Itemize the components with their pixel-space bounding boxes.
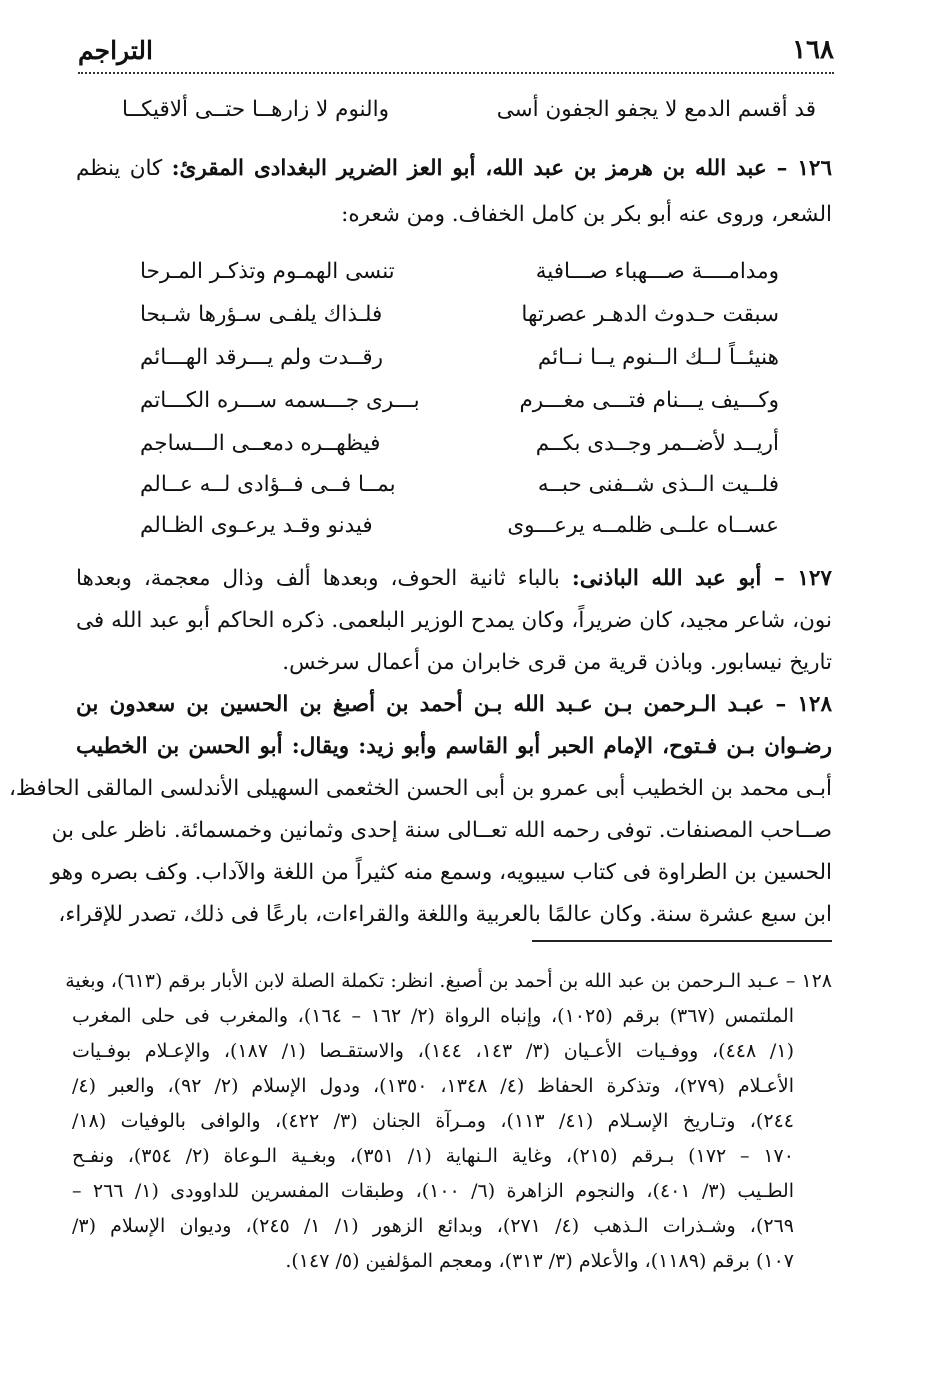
running-header (78, 28, 834, 74)
entry-126-line-1: ١٢٦ – عبد الله بن هرمز بن عبد الله، أبو العز الضرير البغدادى المقرئ: كان ينظم (76, 156, 832, 181)
entry-128-line-2: رضـوان بـن فـتوح، الإمام الحبر أبو القاسم وأبو زيد: ويقال: أبو الحسن بن الخطيب (76, 734, 832, 759)
verse-couplet-1 (120, 252, 834, 292)
footnote-divider (532, 940, 832, 942)
verse-couplet-2 (120, 295, 834, 335)
verse-couplet-3 (120, 338, 834, 378)
entry-128-line-3: أبـى محمد بن الخطيب أبى عمرو بن أبى الحسن الخثعمى السهيلى الأندلسى المالقى الحافظ، (8, 776, 832, 801)
verse-hemistich-first: فلــيت الــذى شــفنى حبــه (537, 472, 779, 497)
entry-text: بالباء ثانية الحوف، وبعدها ألف وذال معجمة، وبعدها (76, 566, 560, 591)
entry-128-line-5: الحسين بن الطراوة فى كتاب سيبويه، وسمع منه كثيراً من اللغة والآداب. وكف بصره وهو (50, 860, 832, 885)
entry-number: ١٢٧ (797, 566, 832, 591)
page-number: ١٦٨ (792, 35, 834, 65)
verse-hemistich-first: ومدامــــة صـــهباء صـــافية (535, 259, 779, 284)
verse-hemistich-second: فيظهــره دمعــى الـــساجم (140, 431, 381, 456)
footnote-line-9: ١٠٧) برقم (١١٨٩)، والأعلام (٣/ ٣١٣)، ومعجم المؤلفين (٥/ ١٤٧). (285, 1250, 794, 1272)
entry-name: عبـد الـرحمن بـن عـبد الله بـن أحمد بن أصبغ بن الحسين بن سعدون بن (76, 692, 765, 717)
verse-hemistich-first: وكـــيف يـــنام فتـــى مغـــرم (519, 388, 779, 413)
entry-name: أبو عبد الله الباذنى: (571, 566, 762, 591)
entry-128-line-6: ابن سبع عشرة سنة. وكان عالمًا بالعربية واللغة والقراءات، بارعًا فى ذلك، تصدر للإقراء، (58, 902, 832, 927)
verse-couplet-6 (120, 465, 834, 505)
entry-text: كان ينظم (76, 156, 163, 181)
verse-couplet-7 (120, 506, 834, 546)
opening-verse (110, 90, 834, 130)
running-title: التراجم (78, 35, 153, 65)
footnote-number: ١٢٨ (801, 970, 832, 992)
entry-name: عبد الله بن هرمز بن عبد الله، أبو العز الضرير البغدادى المقرئ: (171, 156, 767, 181)
footnote-line-1: ١٢٨ – عـبد الـرحمن بن عبد الله بن أحمد بن أصبغ. انظر: تكملة الصلة لابن الأبار برقم (٦١٣)، وبغية (65, 970, 832, 992)
entry-127-line-2: نون، شاعر مجيد، كان ضريراً، وكان يمدح الوزير البلعمى. ذكره الحاكم أبو عبد الله فى (76, 608, 832, 633)
verse-hemistich-first: هنيئــاً لــك الــنوم يــا نــائم (537, 345, 779, 370)
footnote-line-5: ٢٤٤)، وتـاريخ الإسـلام (٤١/ ١١٣)، ومـرآة الجنان (٣/ ٤٢٢)، والوافى بالوفيات (١٨/ (72, 1110, 794, 1132)
verse-hemistich-first: عســاه علــى ظلمــه يرعـــوى (507, 513, 779, 538)
entry-number: ١٢٨ (797, 692, 832, 717)
entry-128-line-4: صــاحب المصنفات. توفى رحمه الله تعــالى سنة إحدى وثمانين وخمسمائة. ناظر على بن (51, 818, 832, 843)
footnote-line-4: الأعـلام (٢٧٩)، وتذكرة الحفاظ (٤/ ١٣٤٨، ١٣٥٠)، ودول الإسلام (٢/ ٩٢)، والعبر (٤/ (72, 1075, 794, 1097)
verse-hemistich-first: سبقت حـدوث الدهـر عصرتها (521, 302, 779, 327)
footnote-line-2: الملتمس (٣٦٧) برقم (١٠٢٥)، وإنباه الرواة (٢/ ١٦٢ – ١٦٤)، والمغرب فى حلى المغرب (72, 1005, 794, 1027)
footnote-line-7: الطـيب (٣/ ٤٠١)، والنجوم الزاهرة (٦/ ١٠٠)، وطبقات المفسرين للداوودى (١/ ٢٦٦ – (72, 1180, 794, 1202)
verse-hemistich-second: فلـذاك يلفـى سـؤرها شـبحا (140, 302, 383, 327)
verse-hemistich-second: بمــا فــى فــؤادى لــه عــالم (140, 472, 396, 497)
verse-couplet-5 (120, 424, 834, 464)
verse-hemistich-second: والنوم لا زارهــا حتــى ألاقيكــا (122, 97, 389, 122)
footnote-line-8: ٢٦٩)، وشـذرات الـذهب (٤/ ٢٧١)، وبدائع الزهور (١/ ١/ ٢٤٥)، وديوان الإسلام (٣/ (72, 1215, 794, 1237)
verse-hemistich-second: تنسى الهمـوم وتذكـر المـرحا (140, 259, 395, 284)
verse-hemistich-second: رقــدت ولم يـــرقد الهـــائم (140, 345, 384, 370)
footnote-line-6: ١٧٠ – ١٧٢) بـرقم (٢١٥)، وغاية الـنهاية (١/ ٣٥١)، وبغـية الـوعاة (٢/ ٣٥٤)، ونفـح (72, 1145, 794, 1167)
verse-couplet-4 (120, 381, 834, 421)
entry-127-line-3: تاريخ نيسابور. وباذن قرية من قرى خابران من أعمال سرخس. (282, 650, 832, 675)
verse-hemistich-first: قد أقسم الدمع لا يجفو الجفون أسى (496, 97, 816, 122)
footnote-line-3: (١/ ٤٤٨)، ووفـيات الأعـيان (٣/ ١٤٣، ١٤٤)، والاستقـصا (١/ ١٨٧)، والإعـلام بوفـيات (72, 1040, 794, 1062)
verse-hemistich-second: فيدنو وقـد يرعـوى الظـالم (140, 513, 373, 538)
verse-hemistich-second: بـــرى جـــسمه ســـره الكـــاتم (140, 388, 420, 413)
entry-127-line-1: ١٢٧ – أبو عبد الله الباذنى: بالباء ثانية الحوف، وبعدها ألف وذال معجمة، وبعدها (76, 566, 832, 591)
entry-126-line-2: الشعر، وروى عنه أبو بكر بن كامل الخفاف. ومن شعره: (341, 202, 832, 227)
entry-number: ١٢٦ (797, 156, 832, 181)
verse-hemistich-first: أريــد لأضــمر وجــدى بكــم (535, 431, 779, 456)
entry-128-line-1: ١٢٨ – عبـد الـرحمن بـن عـبد الله بـن أحمد بن أصبغ بن الحسين بن سعدون بن (76, 692, 832, 717)
